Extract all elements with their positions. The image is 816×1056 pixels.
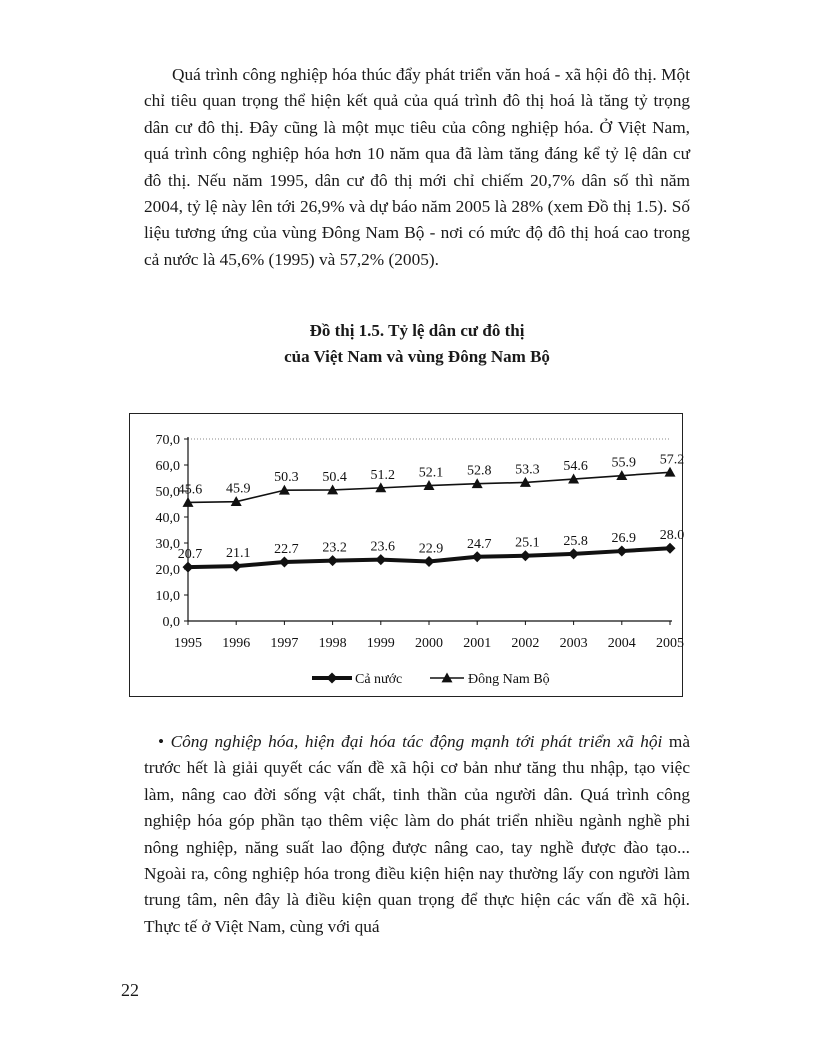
x-tick-label: 2003 bbox=[559, 636, 588, 651]
data-label-ca-nuoc: 22.9 bbox=[418, 541, 444, 557]
y-tick-label: 30,0 bbox=[155, 537, 180, 552]
x-tick-label: 2002 bbox=[511, 636, 540, 651]
data-point-ca-nuoc bbox=[327, 555, 338, 566]
data-label-dong-nam-bo: 50.4 bbox=[322, 469, 347, 485]
data-point-ca-nuoc bbox=[472, 551, 483, 562]
data-label-ca-nuoc: 21.1 bbox=[225, 546, 251, 562]
y-tick-label: 40,0 bbox=[155, 511, 180, 526]
x-tick-label: 2000 bbox=[415, 636, 443, 651]
x-tick-label: 1996 bbox=[222, 636, 251, 651]
data-label-dong-nam-bo: 50.3 bbox=[274, 470, 299, 486]
data-label-ca-nuoc: 28.0 bbox=[659, 528, 685, 544]
data-point-ca-nuoc bbox=[231, 561, 242, 572]
data-point-ca-nuoc bbox=[616, 546, 627, 557]
data-label-ca-nuoc: 25.8 bbox=[563, 533, 588, 549]
legend-label-ca-nuoc: Cả nước bbox=[355, 672, 403, 687]
y-tick-label: 70,0 bbox=[155, 433, 180, 448]
italic-lead-phrase: Công nghiệp hóa, hiện đại hóa tác động mạnh tới phát triển xã hội bbox=[170, 732, 663, 751]
urban-population-line-chart bbox=[130, 414, 685, 695]
data-label-ca-nuoc: 23.6 bbox=[370, 539, 396, 555]
data-point-ca-nuoc bbox=[665, 543, 676, 554]
x-tick-label: 1997 bbox=[270, 636, 299, 651]
body-paragraph-2 bbox=[144, 729, 690, 940]
data-label-ca-nuoc: 26.9 bbox=[611, 531, 637, 547]
chart-frame bbox=[129, 413, 683, 697]
chart-caption-line-1: Đồ thị 1.5. Tỷ lệ dân cư đô thị bbox=[309, 321, 525, 340]
data-point-ca-nuoc bbox=[183, 562, 194, 573]
legend-marker-ca-nuoc bbox=[327, 673, 338, 684]
bullet-mark: • bbox=[158, 732, 165, 751]
data-point-ca-nuoc bbox=[520, 550, 531, 561]
data-label-dong-nam-bo: 57.2 bbox=[659, 452, 685, 468]
data-label-ca-nuoc: 23.2 bbox=[322, 540, 347, 556]
data-label-ca-nuoc: 20.7 bbox=[177, 547, 203, 563]
x-tick-label: 1999 bbox=[366, 636, 395, 651]
data-label-dong-nam-bo: 51.2 bbox=[370, 467, 396, 483]
data-label-dong-nam-bo: 45.6 bbox=[177, 482, 203, 498]
x-tick-label: 2001 bbox=[463, 636, 492, 651]
data-label-ca-nuoc: 24.7 bbox=[466, 536, 492, 552]
y-tick-label: 50,0 bbox=[155, 485, 180, 500]
data-point-ca-nuoc bbox=[424, 556, 435, 567]
data-label-dong-nam-bo: 53.3 bbox=[515, 462, 540, 478]
data-point-ca-nuoc bbox=[568, 548, 579, 559]
paragraph-2-text: mà trước hết là giải quyết các vấn đề xã hội cơ bản như tăng thu nhập, tạo việc làm, nâng cao đời sống vật chất, tinh thần của người dân. Quá trình công nghiệp hóa góp phần tạo thêm việc làm do phát triển nhiều ngành nghề phi nông nghiệp, năng suất lao động được nâng cao, tay nghề được đào tạo... Ngoài ra, công nghiệp hóa trong điều kiện hiện nay thường lấy con người làm trung tâm, nên đây là điều kiện quan trọng để thực hiện các vấn đề xã hội. Thực tế ở Việt Nam, cùng với quá bbox=[144, 732, 690, 936]
chart-caption-line-2: của Việt Nam và vùng Đông Nam Bộ bbox=[284, 347, 550, 366]
body-paragraph-1: Quá trình công nghiệp hóa thúc đẩy phát triển văn hoá - xã hội đô thị. Một chỉ tiêu quan trọng thể hiện kết quả của quá trình đô thị hoá là tăng tỷ trọng dân cư đô thị. Đây cũng là một mục tiêu của công nghiệp hóa. Ở Việt Nam, quá trình công nghiệp hóa hơn 10 năm qua đã làm tăng đáng kể tỷ lệ dân cư đô thị. Nếu năm 1995, dân cư đô thị mới chỉ chiếm 20,7% dân số thì năm 2004, tỷ lệ này lên tới 26,9% và dự báo năm 2005 là 28% (xem Đồ thị 1.5). Số liệu tương ứng của vùng Đông Nam Bộ - nơi có mức độ đô thị hoá cao trong cả nước là 45,6% (1995) và 57,2% (2005). bbox=[144, 65, 690, 269]
data-label-dong-nam-bo: 52.1 bbox=[418, 465, 444, 481]
legend-label-dong-nam-bo: Đông Nam Bộ bbox=[468, 672, 550, 687]
x-tick-label: 2005 bbox=[656, 636, 684, 651]
data-label-dong-nam-bo: 45.9 bbox=[225, 481, 251, 497]
y-tick-label: 10,0 bbox=[155, 589, 180, 604]
data-point-ca-nuoc bbox=[279, 556, 290, 567]
x-tick-label: 1995 bbox=[174, 636, 202, 651]
x-tick-label: 2004 bbox=[607, 636, 636, 651]
page-number: 22 bbox=[121, 980, 139, 1000]
data-point-dong-nam-bo bbox=[665, 467, 676, 477]
data-label-dong-nam-bo: 54.6 bbox=[563, 459, 588, 475]
data-point-ca-nuoc bbox=[375, 554, 386, 565]
y-tick-label: 60,0 bbox=[155, 459, 180, 474]
data-label-dong-nam-bo: 55.9 bbox=[611, 455, 637, 471]
data-label-dong-nam-bo: 52.8 bbox=[466, 463, 492, 479]
x-tick-label: 1998 bbox=[318, 636, 347, 651]
data-label-ca-nuoc: 25.1 bbox=[515, 535, 540, 551]
y-tick-label: 20,0 bbox=[155, 563, 180, 578]
y-tick-label: 0,0 bbox=[162, 615, 180, 630]
data-label-ca-nuoc: 22.7 bbox=[274, 541, 299, 557]
